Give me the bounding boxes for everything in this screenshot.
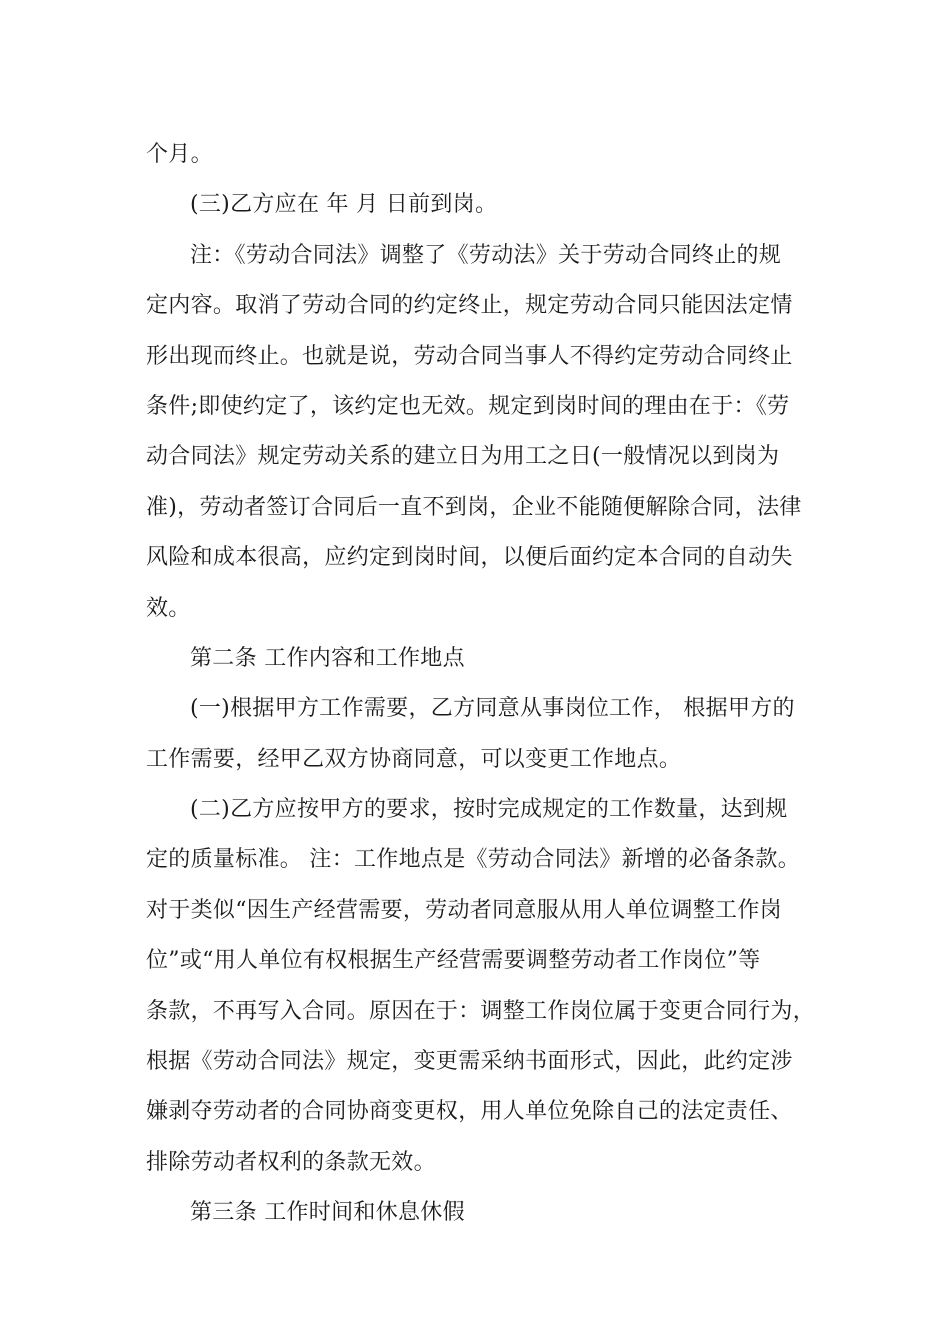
document-body xyxy=(146,130,816,1239)
text-line: 条件;即使约定了，该约定也无效。规定到岗时间的理由在于：《劳 xyxy=(146,393,790,419)
paragraph-article-2-title xyxy=(146,634,806,684)
text-line: 位”或“用人单位有权根据生产经营需要调整劳动者工作岗位”等 xyxy=(146,948,761,974)
text-line: 风险和成本很高，应约定到岗时间，以便后面约定本合同的自动失 xyxy=(146,545,793,571)
text-line: 准)，劳动者签订合同后一直不到岗，企业不能随便解除合同，法律 xyxy=(146,494,802,520)
text-line: 排除劳动者权利的条款无效。 xyxy=(146,1149,436,1175)
text-line: 动合同法》规定劳动关系的建立日为用工之日(一般情况以到岗为 xyxy=(146,444,780,470)
text-line: 第三条 工作时间和休息休假 xyxy=(190,1200,465,1226)
paragraph-article-3-title xyxy=(146,1188,806,1238)
paragraph-clause-1-3 xyxy=(146,180,806,230)
text-line: 效。 xyxy=(146,595,191,621)
text-line: 个月。 xyxy=(146,142,213,167)
text-line: (三)乙方应在 年 月 日前到岗。 xyxy=(190,192,498,218)
text-line: 根据《劳动合同法》规定，变更需采纳书面形式，因此，此约定涉 xyxy=(146,1049,793,1075)
paragraph-note-1 xyxy=(146,231,806,634)
paragraph-clause-2-1 xyxy=(146,684,806,785)
paragraph-cont-month xyxy=(146,130,806,180)
text-line: 条款，不再写入合同。原因在于：调整工作岗位属于变更合同行为， xyxy=(146,998,816,1024)
text-line: 注：《劳动合同法》调整了《劳动法》关于劳动合同终止的规 xyxy=(190,242,782,268)
paragraph-clause-2-2 xyxy=(146,785,816,1188)
text-line: 定内容。取消了劳动合同的约定终止，规定劳动合同只能因法定情 xyxy=(146,293,793,319)
text-line: (二)乙方应按甲方的要求，按时完成规定的工作数量，达到规 xyxy=(190,797,788,823)
text-line: 形出现而终止。也就是说，劳动合同当事人不得约定劳动合同终止 xyxy=(146,343,793,369)
text-line: 嫌剥夺劳动者的合同协商变更权，用人单位免除自己的法定责任、 xyxy=(146,1099,793,1125)
text-line: 对于类似“因生产经营需要，劳动者同意服从用人单位调整工作岗 xyxy=(146,897,782,923)
text-line: 第二条 工作内容和工作地点 xyxy=(190,645,465,671)
text-line: (一)根据甲方工作需要，乙方同意从事岗位工作， 根据甲方的 xyxy=(190,696,795,722)
text-line: 工作需要，经甲乙双方协商同意，可以变更工作地点。 xyxy=(146,746,682,772)
text-line: 定的质量标准。 注：工作地点是《劳动合同法》新增的必备条款。 xyxy=(146,847,800,873)
